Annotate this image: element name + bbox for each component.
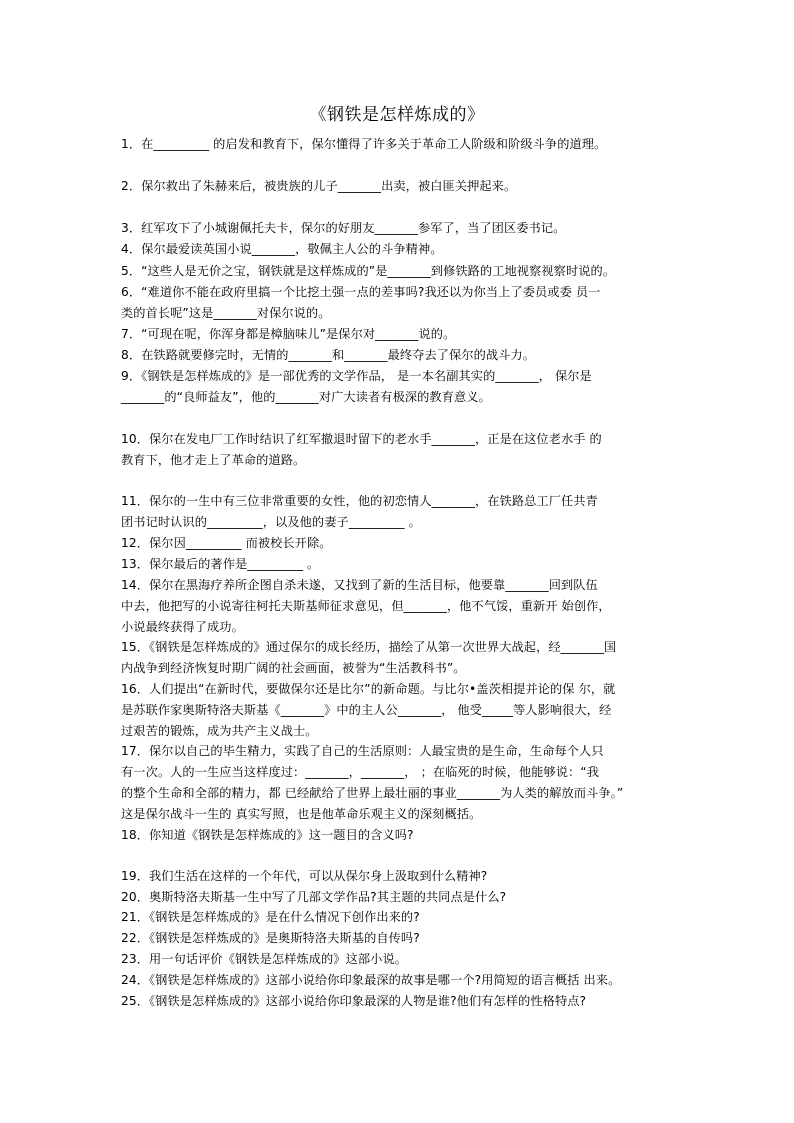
question-line: 10．保尔在发电厂工作时结识了红军撤退时留下的老水手_______，正是在这位老水手 的: [121, 432, 602, 446]
question-line: 这是保尔战斗一生的 真实写照，也是他革命乐观主义的深刻概括。: [121, 807, 482, 821]
question-line: 团书记时认识的_________，以及他的妻子_________ 。: [121, 515, 421, 529]
question-line: 6．“难道你不能在政府里搞一个比挖土强一点的差事吗?我还以为你当上了委员或委 员一: [121, 285, 601, 299]
question-line: 12．保尔因_________ 而被校长开除。: [121, 536, 332, 550]
question-item: [121, 907, 677, 928]
question-item: [121, 261, 677, 282]
question-item: [121, 239, 677, 260]
question-line: 9．《钢铁是怎样炼成的》是一部优秀的文学作品， 是一本名副其实的_______， 保尔是: [121, 369, 592, 383]
document-title: 《钢铁是怎样炼成的》: [309, 105, 485, 125]
question-line: 4．保尔最爱读英国小说_______，敬佩主人公的斗争精神。: [121, 242, 443, 256]
question-line: 19．我们生活在这样的一个年代，可以从保尔身上汲取到什么精神?: [121, 869, 488, 883]
question-item: [121, 575, 677, 638]
question-line: 教育下，他才走上了革命的道路。: [121, 453, 306, 467]
question-line: 过艰苦的锻炼，成为共产主义战士。: [121, 724, 318, 738]
question-item: [121, 991, 677, 1012]
question-line: 17．保尔以自己的毕生精力，实践了自己的生活原则：人最宝贵的是生命，生命每个人只: [121, 744, 604, 758]
question-item: [121, 970, 677, 991]
question-item: [121, 491, 677, 533]
question-line: 23．用一句话评价《钢铁是怎样炼成的》这部小说。: [121, 952, 408, 966]
question-line: 16．人们提出“在新时代，要做保尔还是比尔”的新命题。与比尔•盖茨相提并论的保 尔，就: [121, 682, 616, 696]
question-item: [121, 134, 677, 155]
question-item: [121, 825, 677, 846]
question-item: [121, 282, 677, 324]
question-line: 中去，他把写的小说寄往柯托夫斯基师征求意见，但_______，他不气馁，重新开 始创作，: [121, 599, 611, 613]
question-line: 是苏联作家奥斯特洛夫斯基《_______》中的主人公_______， 他受_____等人影响很大，经: [121, 703, 612, 717]
question-line: 8．在铁路就要修完时，无情的_______和_______最终夺去了保尔的战斗力。: [121, 348, 536, 362]
question-item: [121, 887, 677, 908]
question-item: [121, 533, 677, 554]
question-item: [121, 218, 677, 239]
question-line: 25．《钢铁是怎样炼成的》这部小说给你印象最深的人物是谁?他们有怎样的性格特点?: [121, 994, 587, 1008]
question-item: [121, 176, 677, 197]
question-item: [121, 637, 677, 679]
question-line: 22．《钢铁是怎样炼成的》是奥斯特洛夫斯基的自传吗?: [121, 931, 420, 945]
question-line: 20．奥斯特洛夫斯基一生中写了几部文学作品?其主题的共同点是什么?: [121, 890, 507, 904]
question-line: _______的“良师益友”，他的_______对广大读者有极深的教育意义。: [121, 390, 491, 404]
question-line: 小说最终获得了成功。: [121, 620, 244, 634]
question-line: 7．“可现在呢，你浑身都是樟脑味儿”是保尔对_______说的。: [121, 327, 456, 341]
question-line: 内战争到经济恢复时期广阔的社会画面，被誉为“生活教科书”。: [121, 661, 466, 675]
question-item: [121, 679, 677, 742]
question-item: [121, 928, 677, 949]
question-item: [121, 949, 677, 970]
question-line: 11．保尔的一生中有三位非常重要的女性，他的初恋情人_______，在铁路总工厂任共青: [121, 494, 598, 508]
question-line: 14．保尔在黑海疗养所企图自杀未遂，又找到了新的生活目标，他要靠_______回到队伍: [121, 578, 598, 592]
question-item: [121, 554, 677, 575]
question-item: [121, 866, 677, 887]
question-line: 18．你知道《钢铁是怎样炼成的》这一题目的含义吗?: [121, 828, 414, 842]
question-line: 的整个生命和全部的精力，都 已经献给了世界上最壮丽的事业_______为人类的解放而斗争。”: [121, 786, 624, 800]
question-line: 15．《钢铁是怎样炼成的》通过保尔的成长经历，描绘了从第一次世界大战起，经_______国: [121, 640, 617, 654]
question-line: 1．在_________ 的启发和教育下，保尔懂得了许多关于革命工人阶级和阶级斗争的道理。: [121, 137, 607, 151]
question-line: 有一次。人的一生应当这样度过：_______，_______， ；在临死的时候，他能够说：“我: [121, 765, 600, 779]
question-line: 24．《钢铁是怎样炼成的》这部小说给你印象最深的故事是哪一个?用简短的语言概括 出来。: [121, 973, 621, 987]
question-line: 13．保尔最后的著作是_________ 。: [121, 557, 320, 571]
question-line: 21．《钢铁是怎样炼成的》是在什么情况下创作出来的?: [121, 910, 420, 924]
question-item: [121, 429, 677, 471]
question-item: [121, 345, 677, 366]
question-line: 2．保尔救出了朱赫来后，被贵族的儿子_______出卖，被白匪关押起来。: [121, 179, 517, 193]
question-item: [121, 741, 677, 825]
question-item: [121, 366, 677, 408]
question-line: 类的首长呢”这是_______对保尔说的。: [121, 306, 331, 320]
question-item: [121, 324, 677, 345]
question-line: 5．“这些人是无价之宝，钢铁就是这样炼成的”是_______到修铁路的工地视察视察时说的。: [121, 264, 616, 278]
question-line: 3．红军攻下了小城谢佩托夫卡，保尔的好朋友_______参军了，当了团区委书记。: [121, 221, 566, 235]
